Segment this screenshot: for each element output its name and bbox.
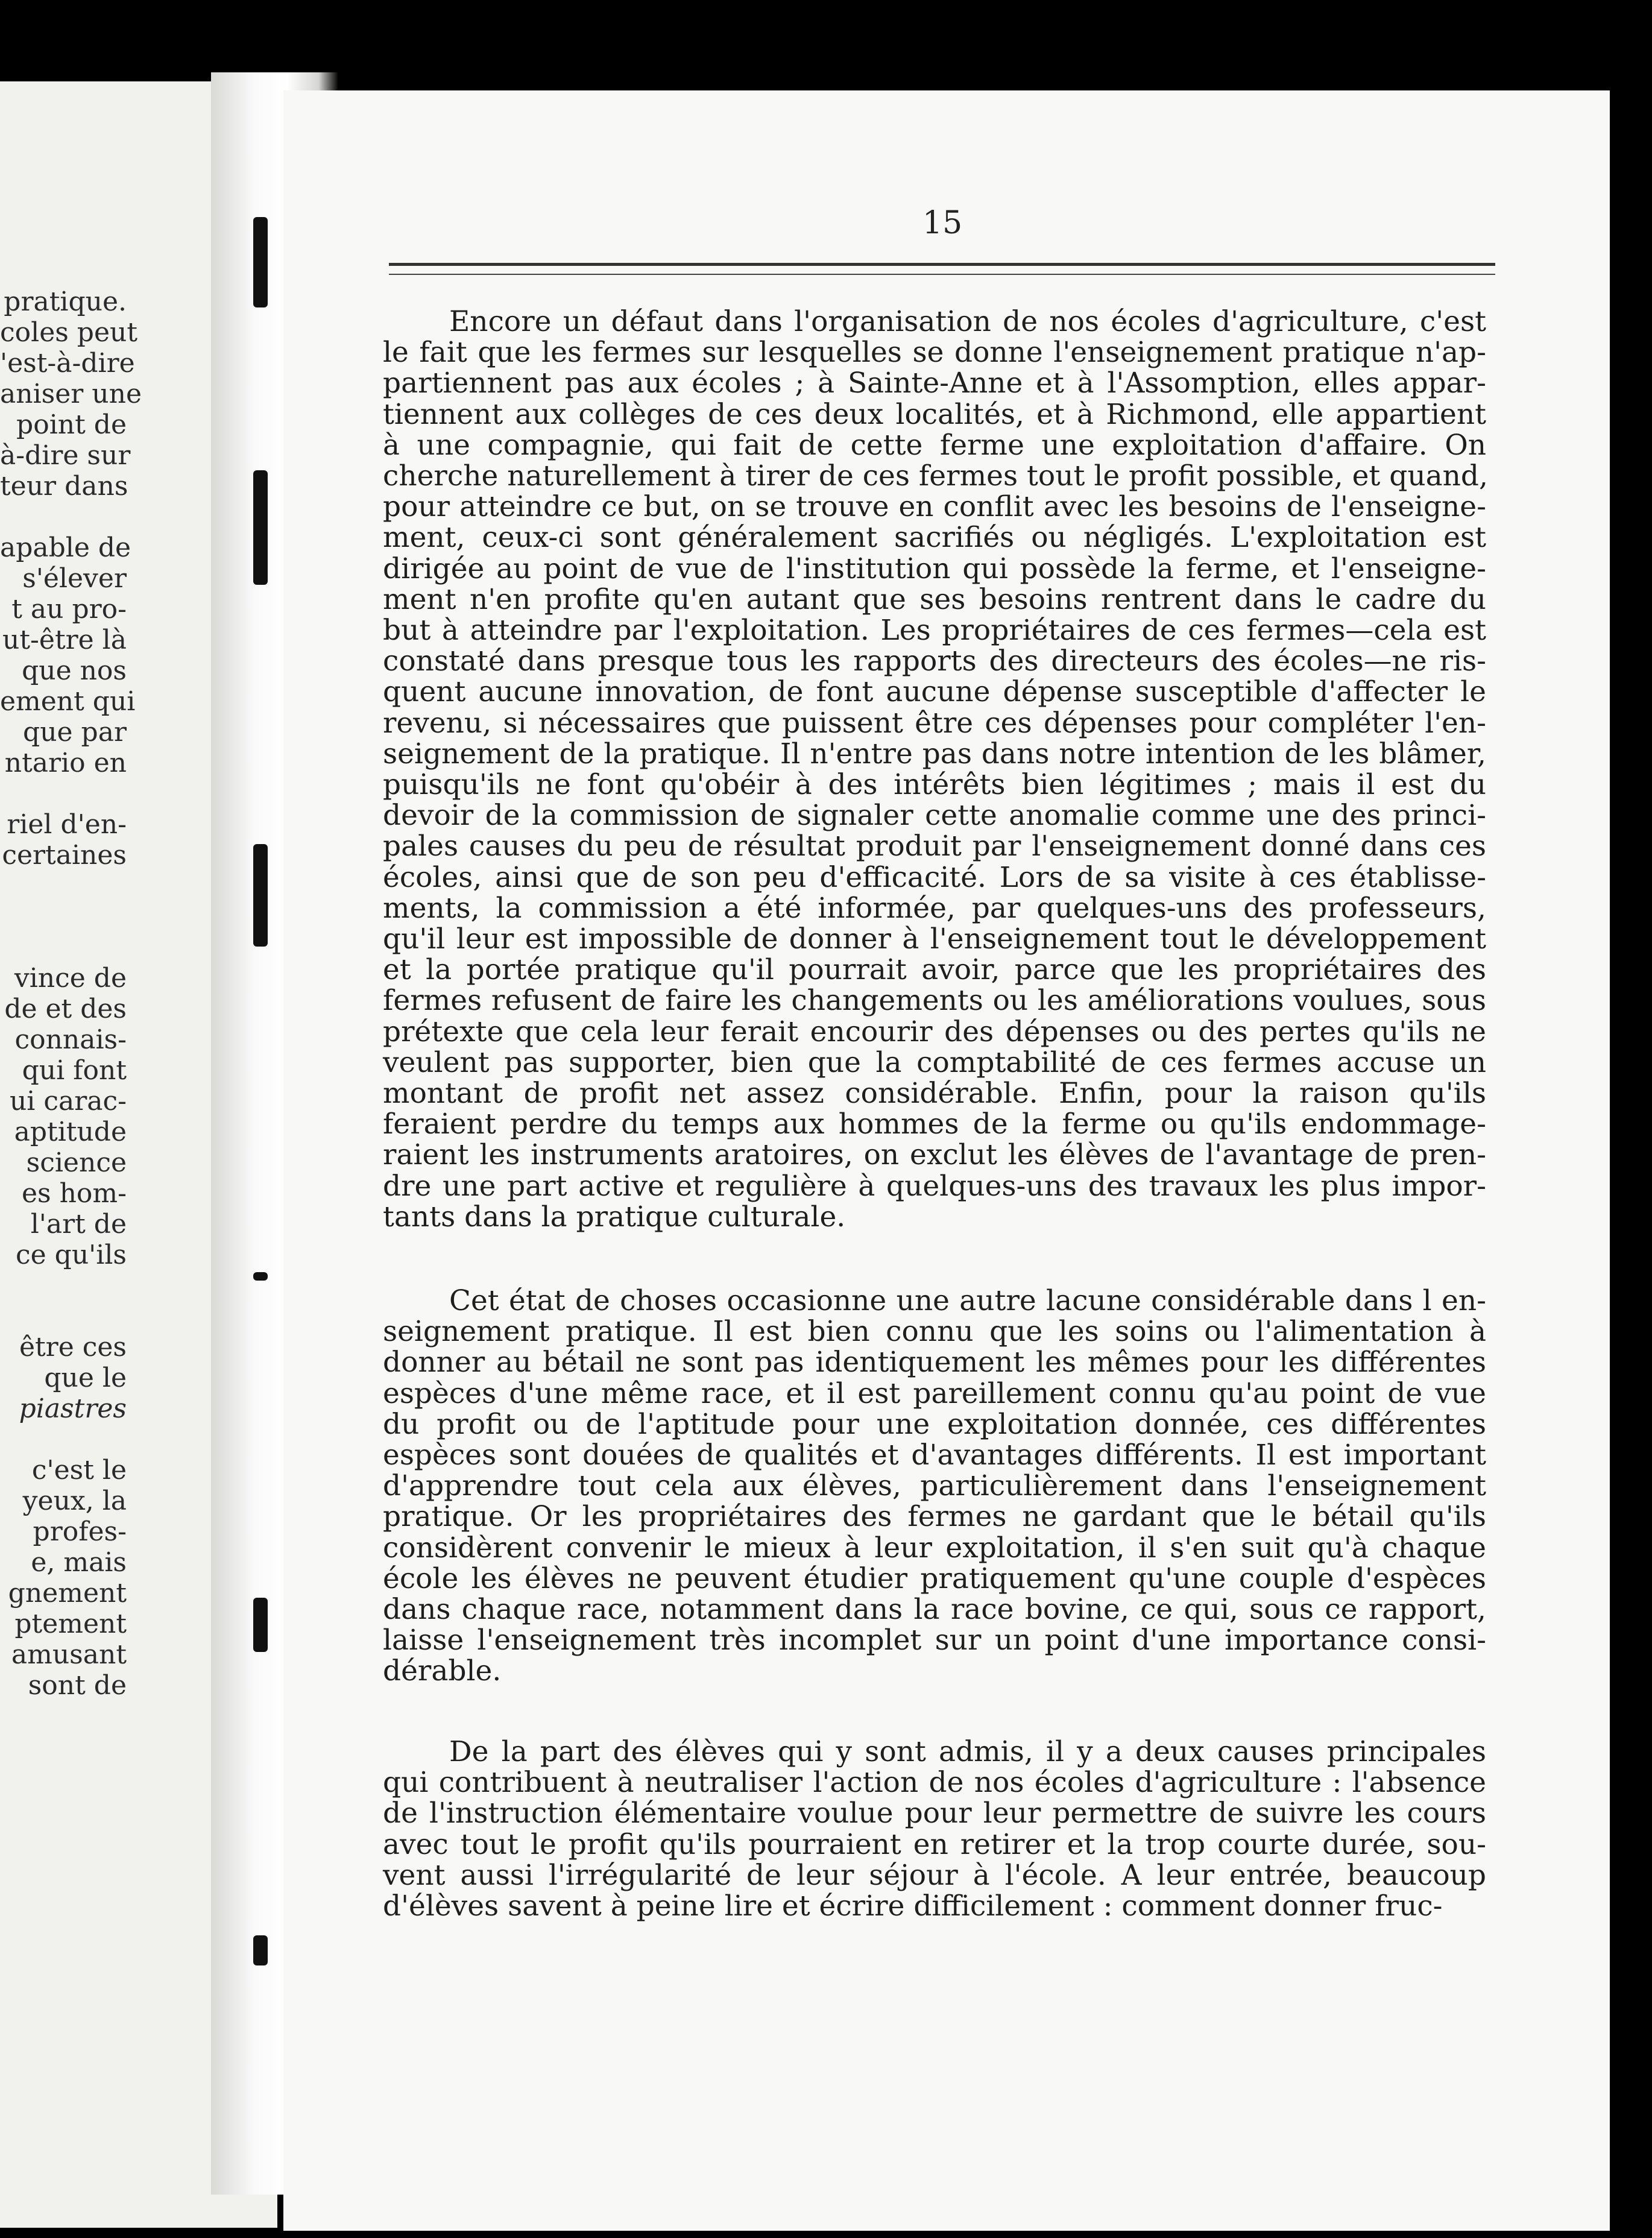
left-page-line: que nos [22, 655, 127, 686]
text-line: tiennent aux collèges de ces deux localités, et à Richmond, elle appartient [383, 397, 1486, 431]
left-page-line: point de [16, 409, 127, 440]
text-line: fermes refusent de faire les changements ou les améliorations voulues, sous [383, 984, 1486, 1018]
left-page-gap [0, 502, 127, 532]
left-page-line: amusant [11, 1639, 127, 1670]
left-page-line: sont de [28, 1670, 127, 1701]
binding-stitch [253, 1272, 268, 1281]
left-page-gap [0, 932, 127, 963]
left-page-line: de et des [4, 994, 127, 1024]
left-page-line: coles peut [0, 317, 138, 348]
left-page-line: qui font [22, 1055, 127, 1086]
left-page-line: piastres [19, 1393, 127, 1424]
page-number: 15 [922, 205, 963, 241]
left-page-line: aniser une [0, 379, 142, 409]
left-page-line: à-dire sur [0, 440, 131, 471]
left-page-line: aptitude [14, 1117, 127, 1147]
text-line: avec tout le profit qu'ils pourraient en retirer et la trop courte durée, sou- [383, 1827, 1486, 1861]
text-line: du profit ou de l'aptitude pour une exploitation donnée, ces différentes [383, 1407, 1486, 1441]
text-line: cherche naturellement à tirer de ces fermes tout le profit possible, et quand, [383, 459, 1488, 493]
left-page-line: c'est le [31, 1455, 127, 1486]
text-line: dans chaque race, notamment dans la race bovine, ce qui, sous ce rapport, [383, 1593, 1486, 1627]
text-line: ments, la commission a été informée, par quelques-uns des professeurs, [383, 891, 1486, 925]
left-page-line: yeux, la [22, 1486, 127, 1516]
binding-stitch [253, 844, 268, 947]
left-page-line: que le [44, 1363, 127, 1393]
text-line: d'apprendre tout cela aux élèves, particulièrement dans l'enseignement [383, 1469, 1486, 1503]
left-page-line: profes- [33, 1516, 127, 1547]
text-line: espèces d'une même race, et il est pareillement connu qu'au point de vue [383, 1376, 1486, 1410]
left-page-gap [0, 871, 127, 901]
binding-stitch [253, 1935, 268, 1965]
text-line: considèrent convenir le mieux à leur exploitation, il s'en suit qu'à chaque [383, 1531, 1486, 1565]
left-page-line: 'est-à-dire [0, 348, 135, 379]
text-line: pales causes du peu de résultat produit par l'enseignement donné dans ces [383, 830, 1486, 863]
text-line: et la portée pratique qu'il pourrait avoir, parce que les propriétaires des [383, 953, 1486, 987]
text-line: pratique. Or les propriétaires des fermes ne gardant que le bétail qu'ils [383, 1500, 1486, 1534]
left-page-line: ptement [14, 1609, 127, 1639]
text-line: puisqu'ils ne font qu'obéir à des intérêts bien légitimes ; mais il est du [383, 768, 1486, 802]
header-rule [389, 263, 1495, 275]
text-line: feraient perdre du temps aux hommes de la ferme ou qu'ils endommage- [383, 1108, 1486, 1141]
text-line: école les élèves ne peuvent étudier pratiquement qu'une couple d'espèces [383, 1562, 1486, 1595]
text-line: dirigée au point de vue de l'institution qui possède la ferme, et l'enseigne- [383, 552, 1486, 585]
left-page-line: pratique. [4, 286, 127, 317]
text-line: veulent pas supporter, bien que la comptabilité de ces fermes accuse un [383, 1045, 1486, 1079]
left-page-line: ut-être là [2, 625, 127, 655]
left-page-line: e, mais [31, 1547, 127, 1578]
left-page-gap [0, 1424, 127, 1455]
text-line: d'élèves savent à peine lire et écrire difficilement : comment donner fruc- [383, 1890, 1443, 1923]
text-line: dérable. [383, 1654, 502, 1688]
text-line: prétexte que cela leur ferait encourir des dépenses ou des pertes qu'ils ne [383, 1015, 1486, 1048]
paragraph [383, 306, 1486, 1232]
left-page-line: certaines [2, 840, 127, 871]
text-line: espèces sont douées de qualités et d'avantages différents. Il est important [383, 1439, 1486, 1472]
left-page-line: t au pro- [11, 594, 127, 625]
left-page-text-column [0, 286, 142, 1701]
left-page-line: connais- [14, 1024, 127, 1055]
text-line: raient les instruments aratoires, on exclut les élèves de l'avantage de pren- [383, 1138, 1486, 1172]
text-line: dre une part active et regulière à quelques-uns des travaux les plus impor- [383, 1169, 1486, 1203]
text-line: à une compagnie, qui fait de cette ferme une exploitation d'affaire. On [383, 428, 1486, 462]
text-line: seignement pratique. Il est bien connu que les soins ou l'alimentation à [383, 1315, 1486, 1349]
paragraph [383, 1736, 1486, 1921]
text-line: écoles, ainsi que de son peu d'efficacité. Lors de sa visite à ces établisse- [383, 860, 1486, 894]
left-page-line: ement qui [0, 686, 136, 717]
left-page-line: ntario en [4, 748, 127, 778]
left-page-line: apable de [0, 532, 131, 563]
text-line: Encore un défaut dans l'organisation de nos écoles d'agriculture, c'est [449, 305, 1486, 338]
text-line: but à atteindre par l'exploitation. Les propriétaires de ces fermes—cela est [383, 614, 1486, 648]
left-page-line: ui carac- [9, 1086, 127, 1117]
text-line: ment, ceux-ci sont généralement sacrifiés ou négligés. L'exploitation est [383, 521, 1486, 555]
left-page-line: science [26, 1147, 127, 1178]
text-line: qui contribuent à neutraliser l'action de nos écoles d'agriculture : l'absence [383, 1766, 1486, 1800]
left-page-line: que par [23, 717, 127, 748]
left-page-gap [0, 1270, 127, 1301]
text-line: vent aussi l'irrégularité de leur séjour à l'école. A leur entrée, beaucoup [383, 1858, 1486, 1892]
text-line: ment n'en profite qu'en autant que ses besoins rentrent dans le cadre du [383, 582, 1486, 616]
text-line: quent aucune innovation, de font aucune dépense susceptible d'affecter le [383, 675, 1486, 709]
left-page-line: ce qu'ils [16, 1240, 127, 1270]
text-line: constaté dans presque tous les rapports des directeurs des écoles—ne ris- [383, 645, 1486, 678]
text-line: De la part des élèves qui y sont admis, il y a deux causes principales [449, 1735, 1486, 1768]
left-page-line: riel d'en- [7, 809, 127, 840]
left-page-line: gnement [8, 1578, 127, 1609]
text-line: pour atteindre ce but, on se trouve en conflit avec les besoins de l'enseigne- [383, 490, 1486, 524]
left-page-line: l'art de [30, 1209, 127, 1240]
text-line: Cet état de choses occasionne une autre lacune considérable dans l en- [449, 1284, 1486, 1317]
binding-stitch [253, 217, 268, 307]
paragraph [383, 1285, 1486, 1687]
left-page-line: vince de [14, 963, 127, 994]
left-page-line: es hom- [21, 1178, 127, 1209]
text-line: devoir de la commission de signaler cette anomalie comme une des princi- [383, 799, 1486, 833]
binding-stitch [253, 470, 268, 585]
left-page-line: être ces [19, 1332, 127, 1363]
text-line: montant de profit net assez considérable. Enfin, pour la raison qu'ils [383, 1077, 1486, 1111]
left-page-gap [0, 778, 127, 809]
text-line: tants dans la pratique culturale. [383, 1200, 846, 1234]
text-line: de l'instruction élémentaire voulue pour leur permettre de suivre les cours [383, 1797, 1486, 1830]
text-line: le fait que les fermes sur lesquelles se donne l'enseignement pratique n'ap- [383, 336, 1486, 370]
text-line: qu'il leur est impossible de donner à l'enseignement tout le développement [383, 922, 1486, 956]
text-line: revenu, si nécessaires que puissent être ces dépenses pour compléter l'en- [383, 706, 1486, 740]
text-line: seignement de la pratique. Il n'entre pas dans notre intention de les blâmer, [383, 737, 1486, 771]
text-line: partiennent pas aux écoles ; à Sainte-Anne et à l'Assomption, elles appar- [383, 367, 1486, 400]
left-page-gap [0, 1301, 127, 1332]
left-page-gap [0, 901, 127, 932]
text-line: donner au bétail ne sont pas identiquement les mêmes pour les différentes [383, 1346, 1486, 1379]
left-page-line: s'élever [22, 563, 127, 594]
text-line: laisse l'enseignement très incomplet sur un point d'une importance consi- [383, 1624, 1486, 1657]
binding-stitch [253, 1598, 268, 1652]
left-page-line: teur dans [0, 471, 128, 502]
